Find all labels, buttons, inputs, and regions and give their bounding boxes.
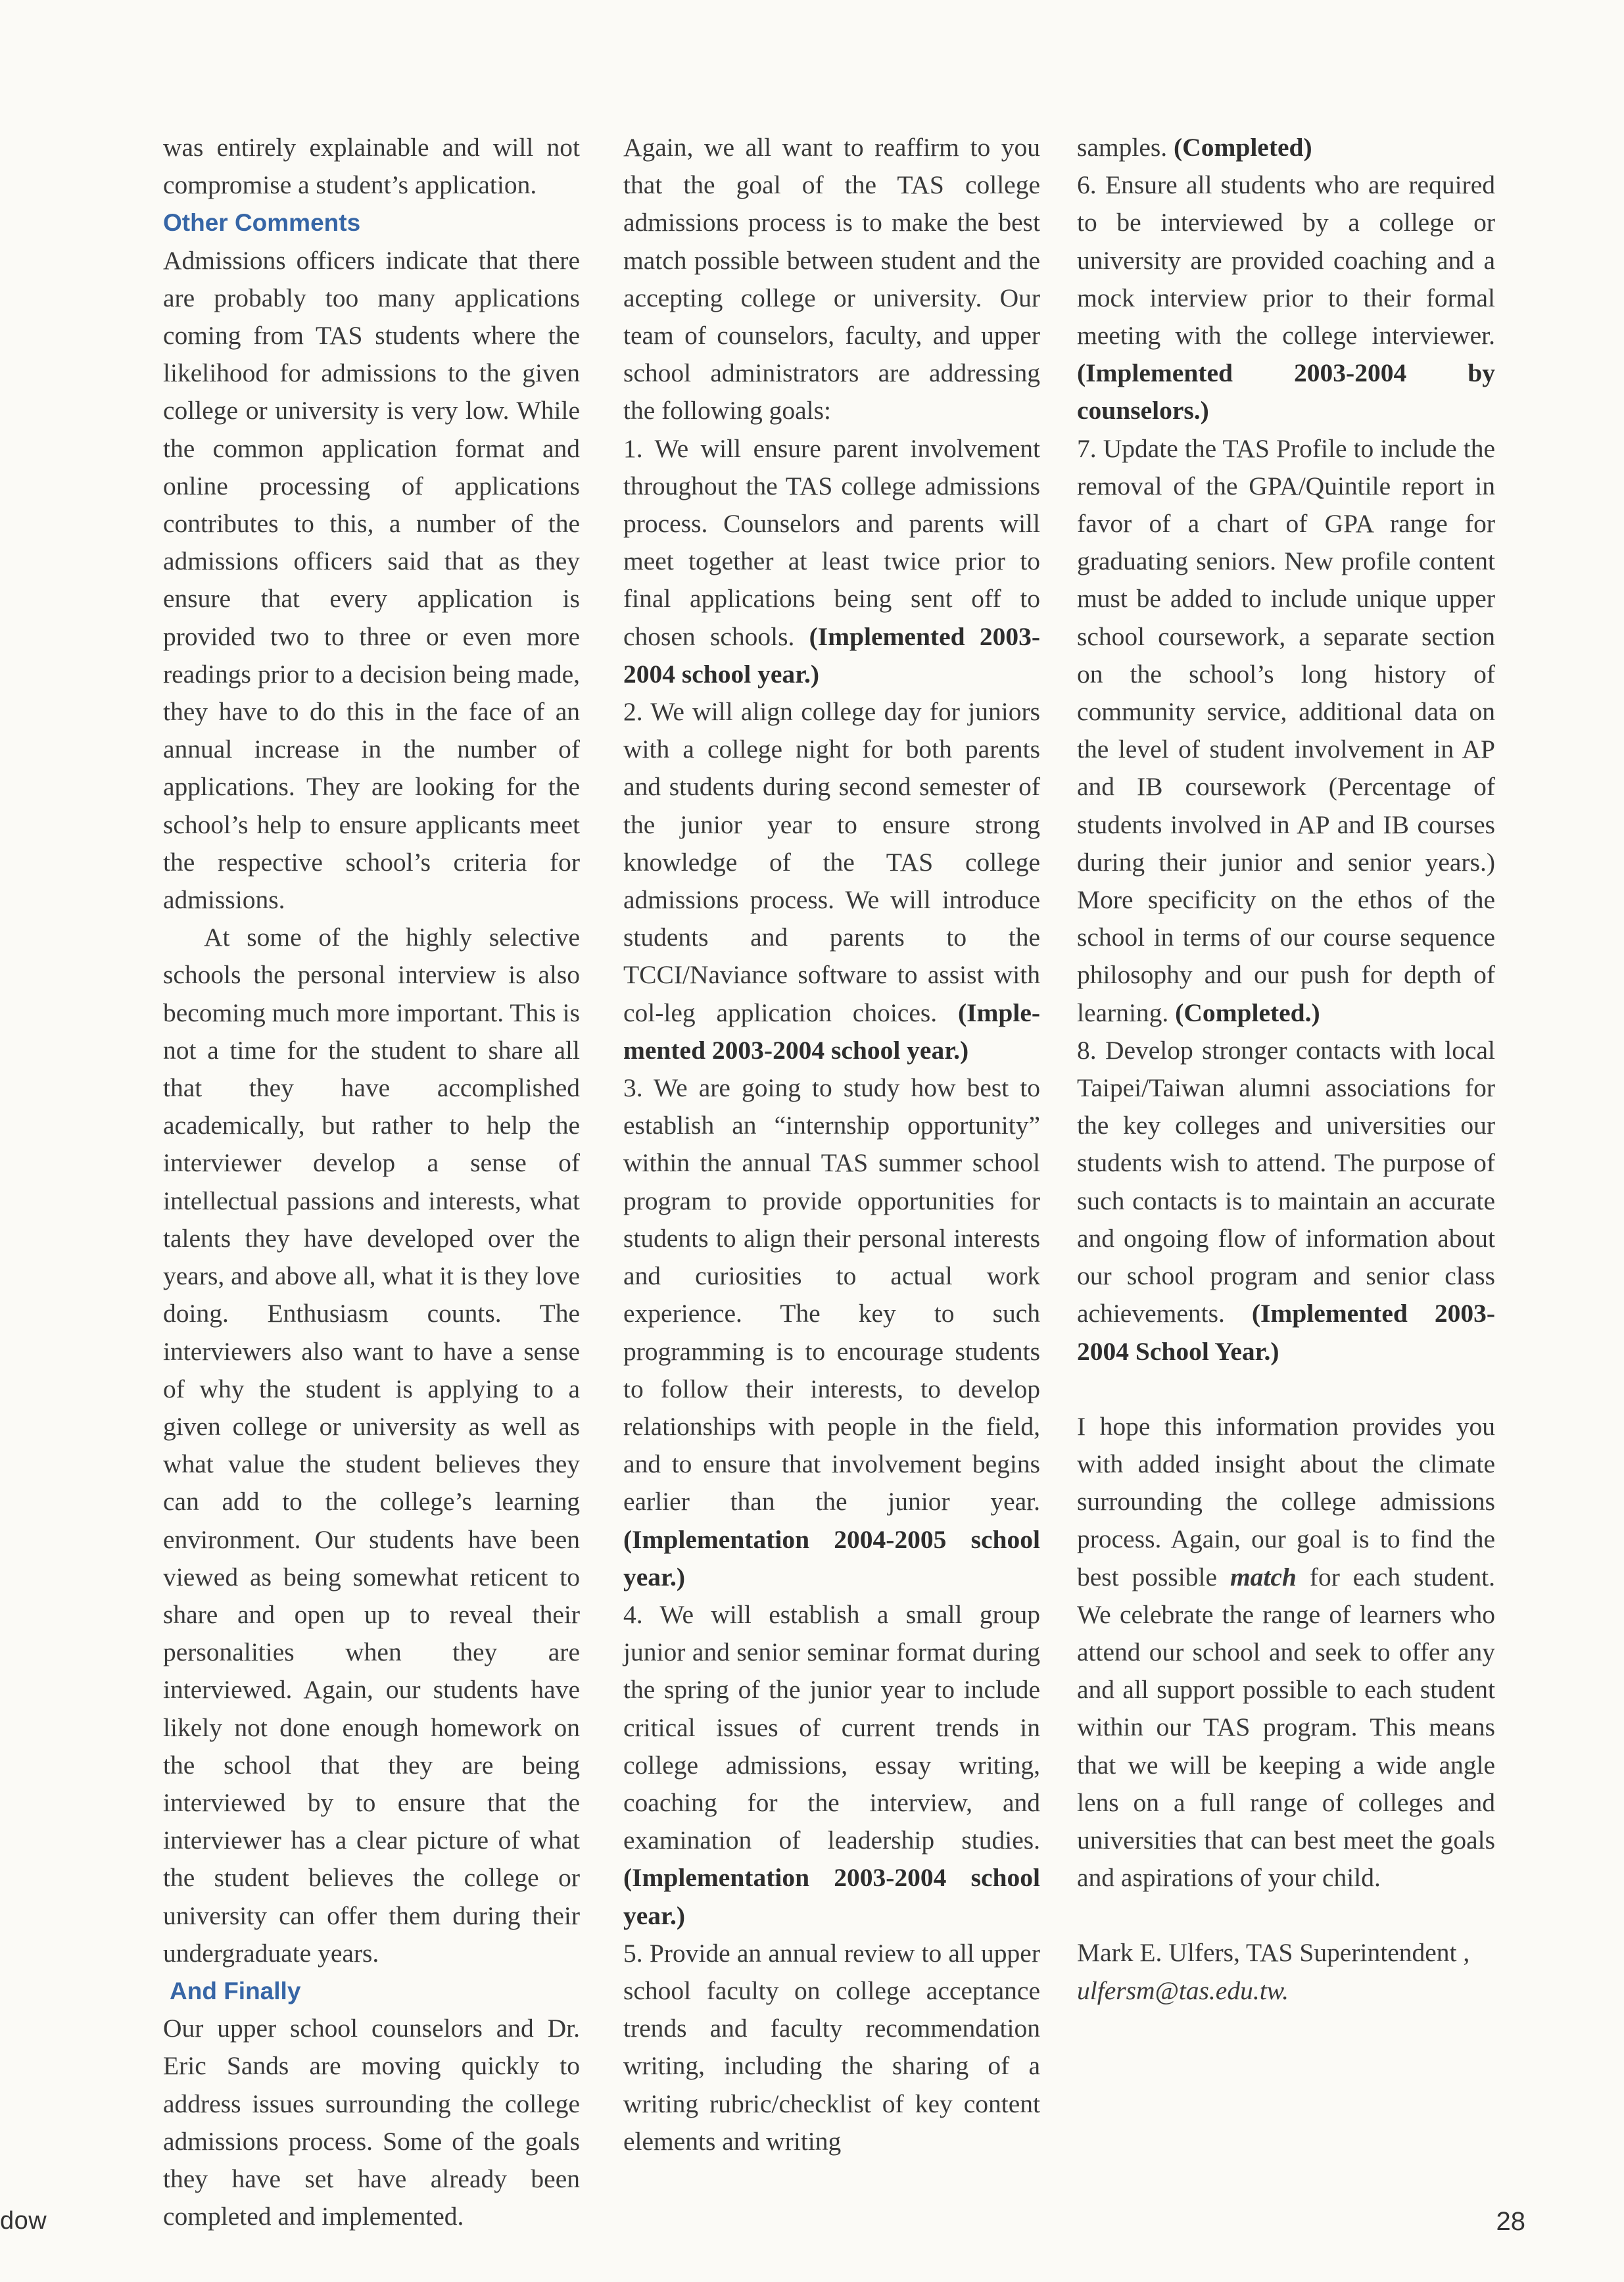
goal-2-status: (Imple-mented 2003-2004 school year.) (623, 998, 1041, 1065)
goal-1-text: 1. We will ensure parent involvement throughout the TAS college admissions process. Counselors and parents will meet together at least twice prior to final applications being sent off to chosen schools. (623, 433, 1040, 651)
paragraph-continuation: was entirely explainable and will not compromise a student’s application. (163, 133, 580, 200)
goal-4-text: 4. We will establish a small group junior and senior seminar format during the spring of the junior year to include critical issues of current trends in college admissions, essay writing, coaching for the interview, and examination of leadership studies. (623, 1599, 1040, 1855)
goal-1-status: (Implemented 2003-2004 school year.) (623, 621, 1041, 689)
paragraph-personal-interview: At some of the highly selective schools the personal interview is also becoming much more important. This is not a time for the student to share all that they have accomplished academically, but rather to help the interviewer develop a sense of intellectual passions and interests, what talents they have developed over the years, and above all, what it is they love doing. Enthusiasm counts. The interviewers also want to have a sense of why the student is applying to a given college or university as well as what value the student believes they can add to the college’s learning environment. Our students have been viewed as being somewhat reticent to share and open up to reveal their personalities when they are interviewed. Again, our students have likely not done enough homework on the school that they are being interviewed by to ensure that the interviewer has a clear picture of what the student believes the college or university can offer them during their undergraduate years. (163, 923, 581, 1968)
column-2 (623, 129, 1040, 2160)
goal-8-text: 8. Develop stronger contacts with local Taipei/Taiwan alumni associations for the key colleges and universities our students wish to attend. The purpose of such contacts is to maintain an accurate and ongoing flow of information about our school program and senior class achievements. (1077, 1035, 1495, 1328)
goal-8 (1077, 1032, 1495, 1371)
signature-email: ulfersm@tas.edu.tw. (1077, 1976, 1289, 2005)
column-3 (1077, 129, 1495, 2010)
goal-2 (623, 693, 1040, 1069)
paragraph-admissions-officers: Admissions officers indicate that there are probably too many applications coming from TAS students where the likelihood for admissions to the given college or university is very low. While the common application format and online processing of applications contributes to this, a number of the admissions officers said that as they ensure that every application is provided two to three or even more readings prior to a decision being made, they have to do this in the face of an annual increase in the number of applications. They are looking for the school’s help to ensure applicants meet the respective school’s criteria for admissions. (163, 245, 580, 915)
paragraph-reaffirm: Again, we all want to reaffirm to you that the goal of the TAS college admissions process is to make the best match possible between student and the accepting college or university. Our team of counselors, faculty, and upper school administrators are addressing the following goals: (623, 133, 1040, 425)
goal-6-status: (Implemented 2003-2004 by counselors.) (1077, 358, 1495, 425)
goal-2-text: 2. We will align college day for juniors with a college night for both parents and students during second semester of the junior year to ensure strong knowledge of the TAS college admissions process. We will introduce students and parents to the TCCI/Naviance software to assist with col-leg application choices. (623, 697, 1040, 1027)
goal-3 (623, 1069, 1040, 1596)
goal-4 (623, 1596, 1040, 1935)
goal-4-status: (Implementation 2003-2004 school year.) (623, 1863, 1040, 1930)
goal-5 (623, 1935, 1040, 2160)
goal-5-end (1077, 129, 1495, 166)
goal-6 (1077, 166, 1495, 429)
goal-5-end-text: samples. (1077, 133, 1168, 162)
closing-paragraph (1077, 1408, 1495, 1897)
signature-name: Mark E. Ulfers, TAS Superintendent , (1077, 1938, 1470, 1968)
footer-left-text: dow (0, 2207, 47, 2235)
column-1 (163, 129, 580, 2235)
goal-1 (623, 430, 1040, 693)
goal-5-status: (Completed) (1174, 133, 1312, 162)
paragraph-counselors: Our upper school counselors and Dr. Eric Sands are moving quickly to address issues surrounding the college admissions process. Some of the goals they have set have already been completed and implemented. (163, 2014, 580, 2231)
goal-7-text: 7. Update the TAS Profile to include the removal of the GPA/Quintile report in favor of a chart of GPA range for graduating seniors. New profile content must be added to include unique upper school coursework, a separate section on the school’s long history of community service, additional data on the level of student involvement in AP and IB coursework (Percentage of students involved in AP and IB courses during their junior and senior years.) More specificity on the ethos of the school in terms of our course sequence philosophy and our push for depth of learning. (1077, 433, 1495, 1027)
goal-8-status: (Implemented 2003-2004 School Year.) (1077, 1299, 1495, 1366)
closing-text-a: I hope this information provides you with added insight about the climate surrounding the college admissions process. Again, our goal is to find the best possible (1077, 1411, 1495, 1591)
goal-5-text: 5. Provide an annual review to all upper school faculty on college acceptance trends and faculty recommendation writing, including the sharing of a writing rubric/checklist of key content elements and writing (623, 1938, 1040, 2156)
goal-3-status: (Implementation 2004-2005 school year.) (623, 1524, 1040, 1591)
heading-other-comments: Other Comments (163, 209, 361, 237)
closing-emphasis: match (1230, 1562, 1297, 1591)
heading-and-finally: And Finally (170, 1977, 301, 2004)
page-number: 28 (1496, 2207, 1525, 2236)
goal-7-status: (Completed.) (1175, 998, 1320, 1027)
goal-3-text: 3. We are going to study how best to establish an “internship opportunity” within the annual TAS summer school program to provide opportunities for students to align their personal interests and curiosities to actual work experience. The key to such programming is to encourage students to follow their interests, to develop relationships with people in the field, and to ensure that involvement begins earlier than the junior year. (623, 1073, 1040, 1517)
goal-7 (1077, 430, 1495, 1032)
closing-text-b: for each student. We celebrate the range of learners who attend our school and seek to offer any and all support possible to each student within our TAS program. This means that we will be keeping a wide angle lens on a full range of colleges and universities that can best meet the goals and aspirations of your child. (1077, 1562, 1496, 1893)
goal-6-text: 6. Ensure all students who are required to be interviewed by a college or university are provided coaching and a mock interview prior to their formal meeting with the college interviewer. (1077, 170, 1495, 351)
